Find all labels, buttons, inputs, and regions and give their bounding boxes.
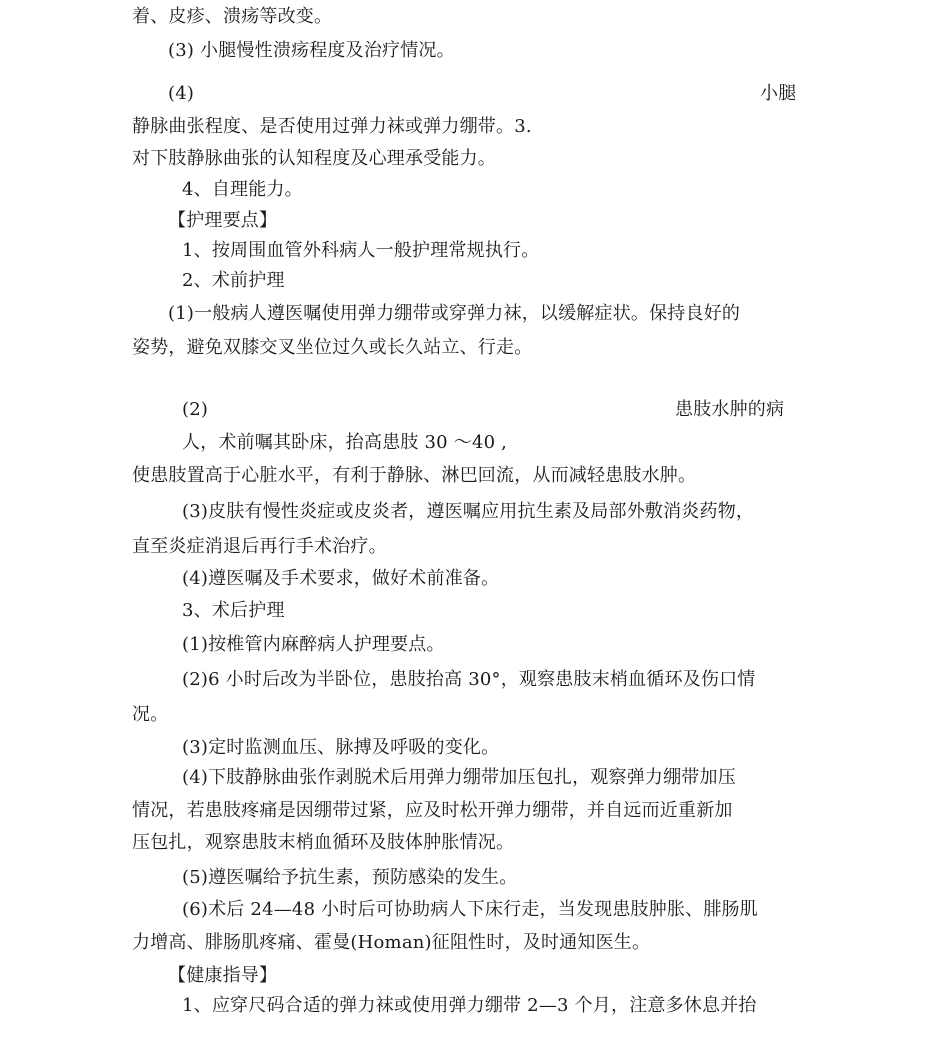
text-line: 患肢水肿的病 <box>675 399 785 420</box>
text-line: 着、皮疹、溃疡等改变。 <box>132 6 333 27</box>
text-line: (6)术后 24—48 小时后可协助病人下床行走，当发现患肢肿胀、腓肠肌 <box>182 899 758 920</box>
text-line: 1、应穿尺码合适的弹力袜或使用弹力绷带 2—3 个月，注意多休息并抬 <box>182 995 757 1016</box>
text-line: (2) <box>182 399 209 420</box>
text-line: (3) 小腿慢性溃疡程度及治疗情况。 <box>168 40 455 61</box>
text-line: 使患肢置高于心脏水平，有利于静脉、淋巴回流，从而减轻患肢水肿。 <box>132 465 697 486</box>
text-line: (4)遵医嘱及手术要求，做好术前准备。 <box>182 568 500 589</box>
text-line: 4、自理能力。 <box>182 179 303 200</box>
text-line: 1、按周围血管外科病人一般护理常规执行。 <box>182 240 540 261</box>
text-line: 对下肢静脉曲张的认知程度及心理承受能力。 <box>132 148 496 169</box>
text-line: (4) <box>168 83 195 104</box>
text-line: (3)皮肤有慢性炎症或皮炎者，遵医嘱应用抗生素及局部外敷消炎药物， <box>182 501 755 522</box>
text-line: (1)按椎管内麻醉病人护理要点。 <box>182 634 445 655</box>
text-line: 静脉曲张程度、是否使用过弹力袜或弹力绷带。3. <box>132 116 532 137</box>
text-line: (5)遵医嘱给予抗生素，预防感染的发生。 <box>182 867 518 888</box>
text-line: 直至炎症消退后再行手术治疗。 <box>132 536 387 557</box>
text-line: (3)定时监测血压、脉搏及呼吸的变化。 <box>182 737 500 758</box>
text-line: (2)6 小时后改为半卧位，患肢抬高 30°，观察患肢末梢血循环及伤口情 <box>182 669 756 690</box>
text-line: 压包扎，观察患肢末梢血循环及肢体肿胀情况。 <box>132 832 515 853</box>
subsection-heading: 3、术后护理 <box>182 600 285 621</box>
text-line: 姿势，避免双膝交叉坐位过久或长久站立、行走。 <box>132 337 533 358</box>
text-line: 况。 <box>132 704 169 725</box>
subsection-heading: 2、术前护理 <box>182 270 285 291</box>
section-heading: 【健康指导】 <box>168 965 278 986</box>
text-line: 情况，若患肢疼痛是因绷带过紧，应及时松开弹力绷带，并自远而近重新加 <box>132 800 733 821</box>
text-line: 小腿 <box>760 83 797 104</box>
text-line: (1)一般病人遵医嘱使用弹力绷带或穿弹力袜，以缓解症状。保持良好的 <box>168 303 741 324</box>
section-heading: 【护理要点】 <box>168 210 278 231</box>
text-line: 力增高、腓肠肌疼痛、霍曼(Homan)征阻性时，及时通知医生。 <box>132 932 651 953</box>
text-line: (4)下肢静脉曲张作剥脱术后用弹力绷带加压包扎，观察弹力绷带加压 <box>182 767 736 788</box>
text-line: 人，术前嘱其卧床，抬高患肢 30 ～40 , <box>182 432 508 453</box>
